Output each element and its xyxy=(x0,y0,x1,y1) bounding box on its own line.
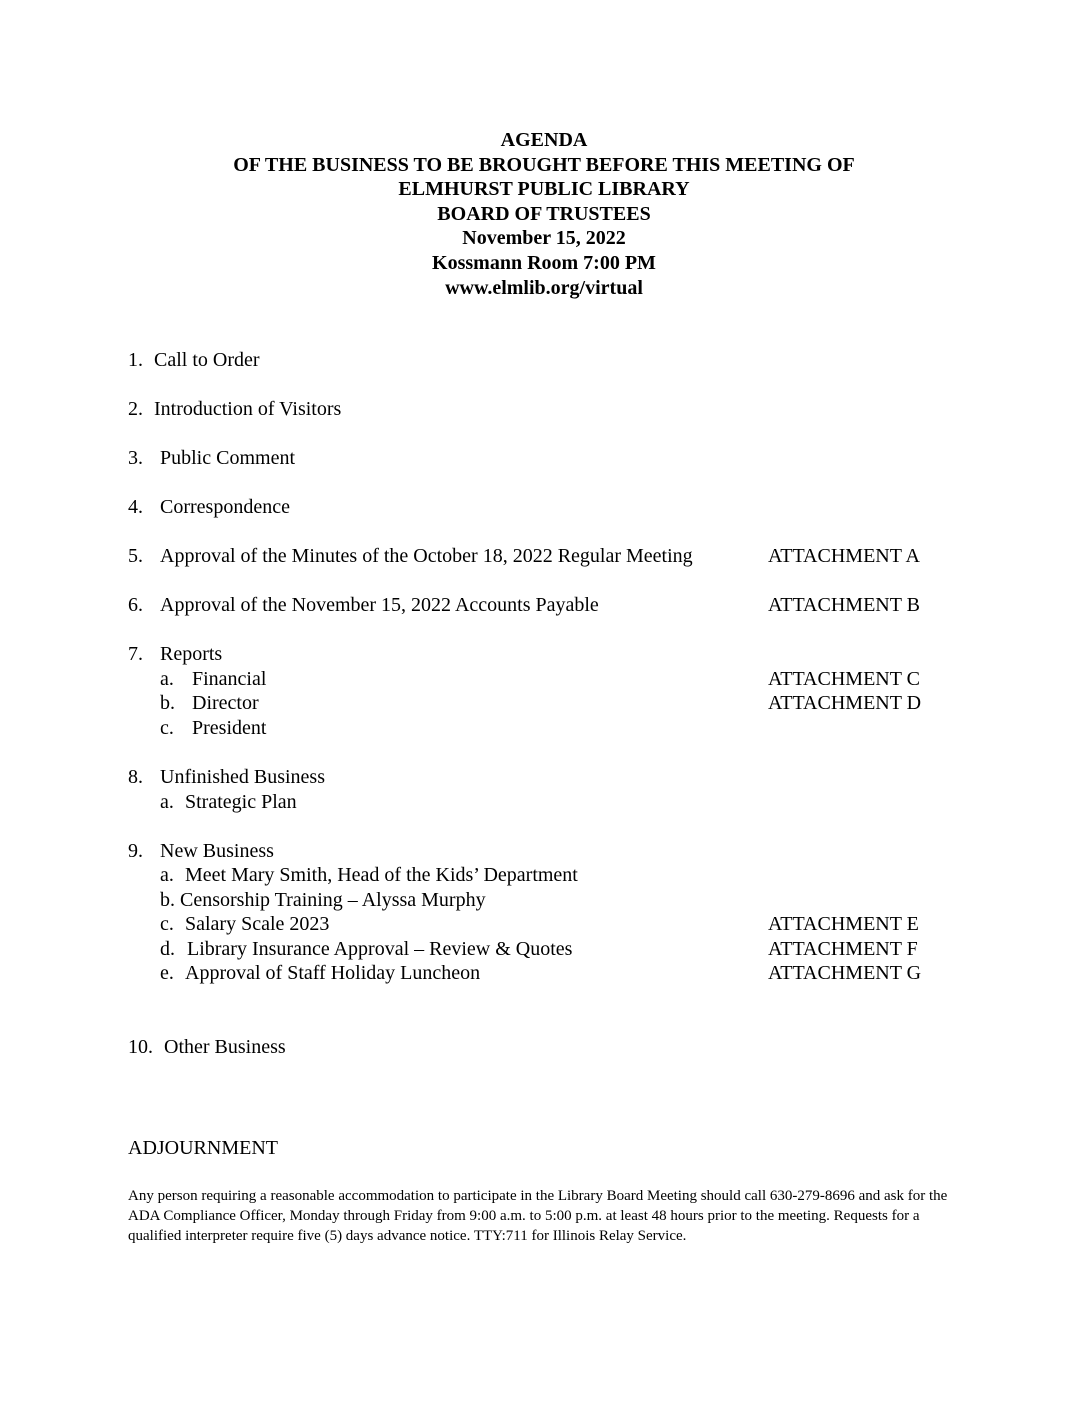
adjournment-heading: ADJOURNMENT xyxy=(128,1137,278,1159)
subitem-text: Library Insurance Approval – Review & Quotes xyxy=(187,938,573,960)
attachment-label: ATTACHMENT D xyxy=(768,692,922,714)
subitem-text: Salary Scale 2023 xyxy=(185,913,330,935)
agenda-header xyxy=(0,128,1088,300)
subitem-letter: c. xyxy=(160,913,174,935)
subitem-letter: c. xyxy=(160,717,174,739)
item-text: Other Business xyxy=(164,1036,286,1058)
attachment-label: ATTACHMENT G xyxy=(768,962,922,984)
item-number: 2. xyxy=(128,398,143,420)
item-text: Reports xyxy=(160,643,223,665)
item-text: Introduction of Visitors xyxy=(154,398,342,420)
subitem-letter: a. xyxy=(160,668,174,690)
subitem-letter: d. xyxy=(160,938,175,960)
subitem-letter: b. xyxy=(160,692,175,714)
ada-notice: Any person requiring a reasonable accommodation to participate in the Library Board Meeting should call 630-279-8696 and ask for the ADA Compliance Officer, Monday through Friday from 9:00 a.m. to 5:00 p.m. at least 48 hours prior to the meeting. Requests for a qualified interpreter require five (5) days advance notice. TTY:711 for Illinois Relay Service. xyxy=(128,1188,948,1244)
item-text: Approval of the Minutes of the October 18, 2022 Regular Meeting xyxy=(160,545,693,567)
header-subtitle: OF THE BUSINESS TO BE BROUGHT BEFORE THIS MEETING OF xyxy=(233,153,855,176)
item-text: Call to Order xyxy=(154,349,260,371)
attachment-label: ATTACHMENT C xyxy=(768,668,920,690)
item-number: 7. xyxy=(128,643,143,665)
attachment-label: ATTACHMENT E xyxy=(768,913,919,935)
subitem-text: Censorship Training – Alyssa Murphy xyxy=(180,889,486,911)
item-text: Unfinished Business xyxy=(160,766,325,788)
subitem-text: Strategic Plan xyxy=(185,791,297,813)
subitem-text: Approval of Staff Holiday Luncheon xyxy=(185,962,481,984)
header-title: AGENDA xyxy=(500,129,588,151)
item-text: Public Comment xyxy=(160,447,295,469)
header-date: November 15, 2022 xyxy=(462,227,626,250)
item-number: 8. xyxy=(128,766,143,788)
item-text: New Business xyxy=(160,840,274,862)
item-number: 9. xyxy=(128,840,143,862)
subitem-letter: b. xyxy=(160,889,175,911)
header-board-name: BOARD OF TRUSTEES xyxy=(437,202,651,225)
item-number: 6. xyxy=(128,594,143,616)
item-text: Correspondence xyxy=(160,496,290,518)
header-library-name: ELMHURST PUBLIC LIBRARY xyxy=(398,178,690,201)
header-virtual-link[interactable]: www.elmlib.org/virtual xyxy=(445,276,643,299)
subitem-text: Financial xyxy=(192,668,267,690)
subitem-text: President xyxy=(192,717,267,739)
item-number: 4. xyxy=(128,496,143,518)
attachment-label: ATTACHMENT B xyxy=(768,594,920,616)
subitem-letter: a. xyxy=(160,864,174,886)
subitem-letter: e. xyxy=(160,962,174,984)
attachment-label: ATTACHMENT A xyxy=(768,545,920,567)
item-number: 5. xyxy=(128,545,143,567)
subitem-letter: a. xyxy=(160,791,174,813)
item-number: 10. xyxy=(128,1036,153,1058)
item-number: 1. xyxy=(128,349,143,371)
item-number: 3. xyxy=(128,447,143,469)
subitem-text: Director xyxy=(192,692,259,714)
header-location: Kossmann Room 7:00 PM xyxy=(432,251,656,274)
subitem-text: Meet Mary Smith, Head of the Kids’ Department xyxy=(185,864,578,886)
item-text: Approval of the November 15, 2022 Accounts Payable xyxy=(160,594,599,616)
attachment-label: ATTACHMENT F xyxy=(768,938,918,960)
